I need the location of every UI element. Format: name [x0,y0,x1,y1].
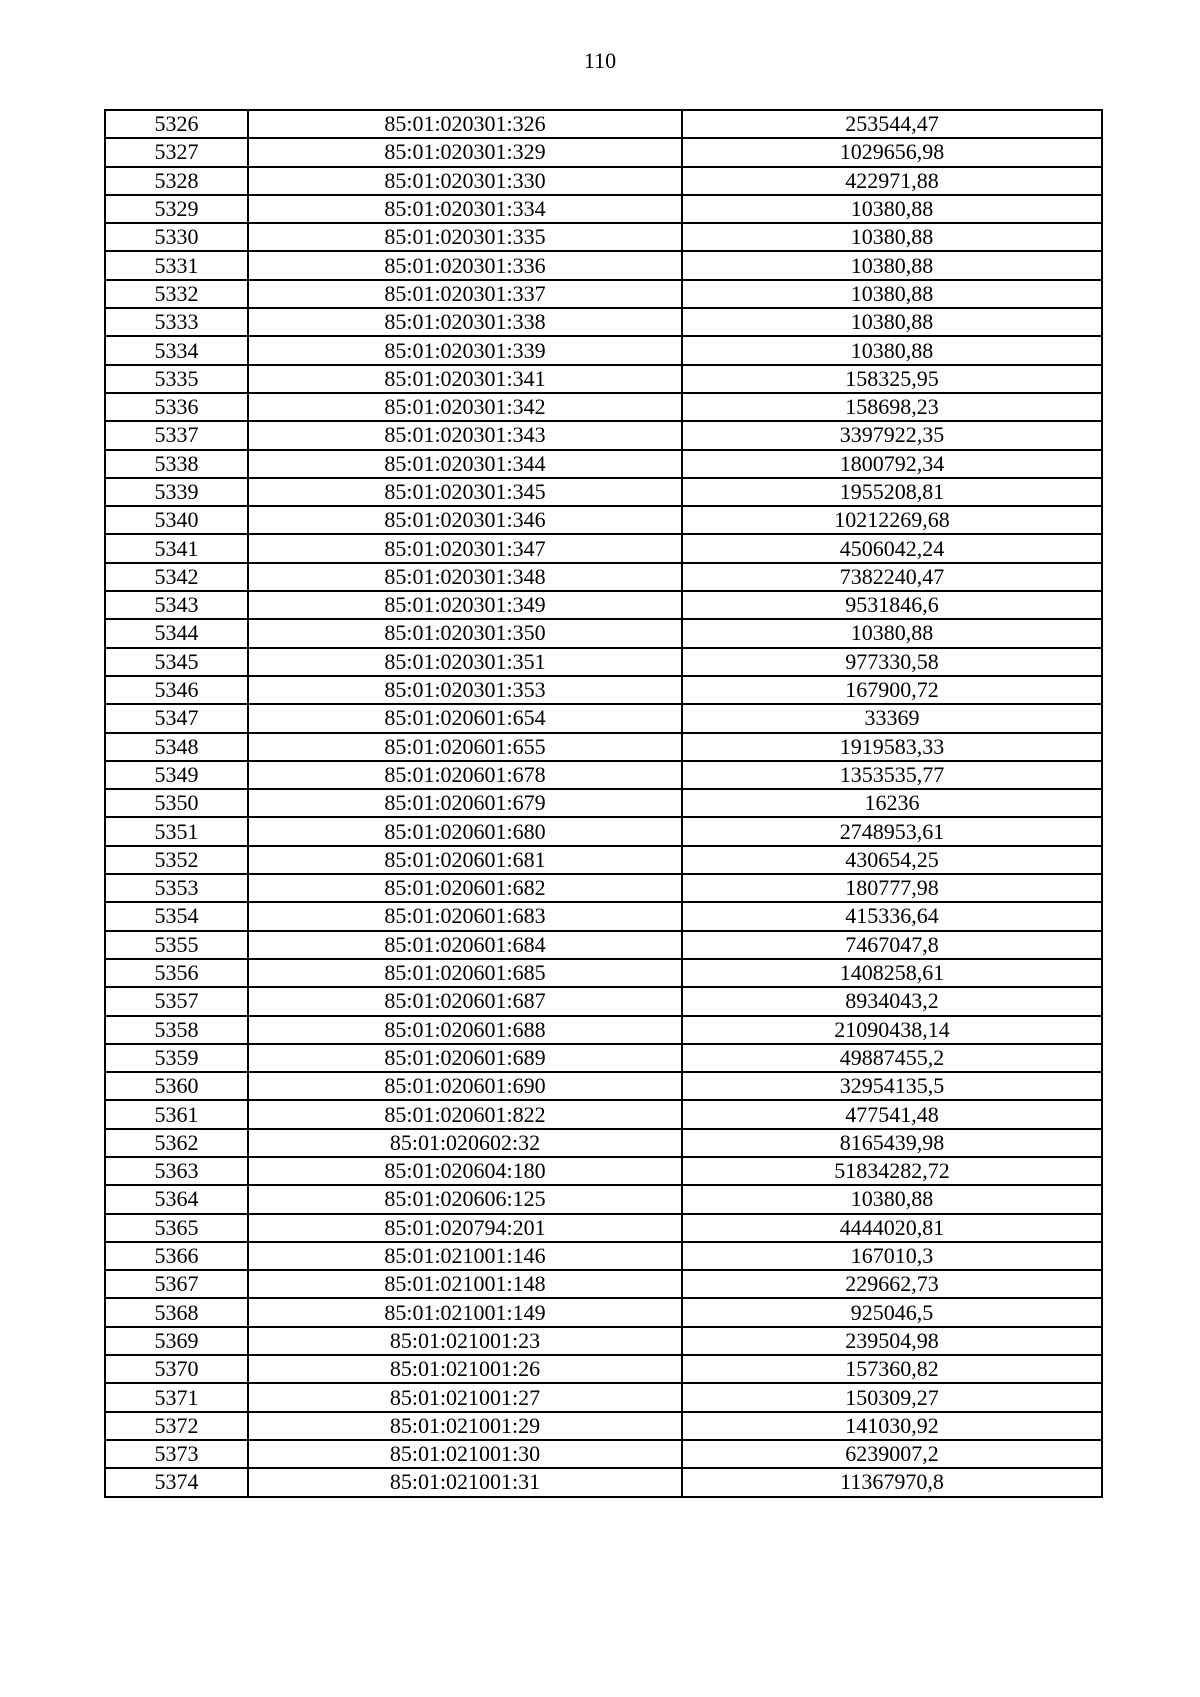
table-row [105,1100,1102,1128]
value-cell: 1955208,81 [682,478,1102,506]
value-cell: 51834282,72 [682,1157,1102,1185]
table-row [105,591,1102,619]
table-row [105,195,1102,223]
row-number-cell: 5351 [105,817,248,845]
value-cell: 32954135,5 [682,1072,1102,1100]
table-row [105,1383,1102,1411]
value-cell: 253544,47 [682,110,1102,138]
row-number-cell: 5350 [105,789,248,817]
table-row [105,874,1102,902]
row-number-cell: 5374 [105,1468,248,1496]
row-number-cell: 5353 [105,874,248,902]
table-body [105,110,1102,1497]
value-cell: 49887455,2 [682,1044,1102,1072]
value-cell: 1408258,61 [682,959,1102,987]
value-cell: 8934043,2 [682,987,1102,1015]
row-number-cell: 5328 [105,167,248,195]
cadastral-number-cell: 85:01:021001:148 [248,1270,682,1298]
table-row [105,1185,1102,1213]
row-number-cell: 5356 [105,959,248,987]
value-cell: 422971,88 [682,167,1102,195]
row-number-cell: 5373 [105,1440,248,1468]
cadastral-number-cell: 85:01:020601:681 [248,846,682,874]
cadastral-number-cell: 85:01:021001:29 [248,1412,682,1440]
row-number-cell: 5330 [105,223,248,251]
cadastral-value-table [104,109,1103,1498]
row-number-cell: 5357 [105,987,248,1015]
value-cell: 4444020,81 [682,1214,1102,1242]
page-number: 110 [583,48,617,73]
cadastral-number-cell: 85:01:021001:26 [248,1355,682,1383]
row-number-cell: 5369 [105,1327,248,1355]
cadastral-number-cell: 85:01:020301:338 [248,308,682,336]
table-row [105,110,1102,138]
cadastral-number-cell: 85:01:020601:684 [248,931,682,959]
row-number-cell: 5360 [105,1072,248,1100]
value-cell: 10380,88 [682,1185,1102,1213]
cadastral-number-cell: 85:01:020301:330 [248,167,682,195]
cadastral-number-cell: 85:01:020601:680 [248,817,682,845]
row-number-cell: 5331 [105,251,248,279]
table-row [105,1214,1102,1242]
row-number-cell: 5365 [105,1214,248,1242]
cadastral-number-cell: 85:01:020601:654 [248,704,682,732]
row-number-cell: 5359 [105,1044,248,1072]
cadastral-number-cell: 85:01:021001:146 [248,1242,682,1270]
table-row [105,959,1102,987]
row-number-cell: 5340 [105,506,248,534]
cadastral-number-cell: 85:01:020601:690 [248,1072,682,1100]
table-row [105,251,1102,279]
table-row [105,902,1102,930]
row-number-cell: 5354 [105,902,248,930]
cadastral-number-cell: 85:01:020301:351 [248,648,682,676]
cadastral-number-cell: 85:01:020601:689 [248,1044,682,1072]
row-number-cell: 5372 [105,1412,248,1440]
table-row [105,563,1102,591]
table-row [105,1129,1102,1157]
table-row [105,1270,1102,1298]
row-number-cell: 5361 [105,1100,248,1128]
row-number-cell: 5345 [105,648,248,676]
value-cell: 1919583,33 [682,733,1102,761]
cadastral-number-cell: 85:01:020601:822 [248,1100,682,1128]
cadastral-number-cell: 85:01:020301:337 [248,280,682,308]
value-cell: 977330,58 [682,648,1102,676]
value-cell: 8165439,98 [682,1129,1102,1157]
row-number-cell: 5370 [105,1355,248,1383]
row-number-cell: 5358 [105,1016,248,1044]
value-cell: 9531846,6 [682,591,1102,619]
cadastral-number-cell: 85:01:021001:149 [248,1298,682,1326]
cadastral-number-cell: 85:01:020301:342 [248,393,682,421]
table-row [105,1242,1102,1270]
value-cell: 2748953,61 [682,817,1102,845]
value-cell: 1800792,34 [682,450,1102,478]
cadastral-number-cell: 85:01:021001:27 [248,1383,682,1411]
table-row [105,365,1102,393]
table-row [105,1355,1102,1383]
row-number-cell: 5337 [105,421,248,449]
cadastral-number-cell: 85:01:020604:180 [248,1157,682,1185]
table-row [105,1298,1102,1326]
cadastral-number-cell: 85:01:020301:343 [248,421,682,449]
cadastral-number-cell: 85:01:021001:23 [248,1327,682,1355]
cadastral-number-cell: 85:01:020301:344 [248,450,682,478]
value-cell: 167900,72 [682,676,1102,704]
value-cell: 7467047,8 [682,931,1102,959]
table-row [105,1016,1102,1044]
row-number-cell: 5326 [105,110,248,138]
cadastral-number-cell: 85:01:020301:329 [248,138,682,166]
row-number-cell: 5332 [105,280,248,308]
cadastral-number-cell: 85:01:020602:32 [248,1129,682,1157]
table-row [105,138,1102,166]
table-row [105,1157,1102,1185]
cadastral-number-cell: 85:01:020301:346 [248,506,682,534]
cadastral-number-cell: 85:01:020601:683 [248,902,682,930]
cadastral-number-cell: 85:01:020301:347 [248,534,682,562]
row-number-cell: 5344 [105,619,248,647]
table-row [105,167,1102,195]
row-number-cell: 5336 [105,393,248,421]
cadastral-number-cell: 85:01:020301:339 [248,336,682,364]
value-cell: 10380,88 [682,619,1102,647]
value-cell: 141030,92 [682,1412,1102,1440]
row-number-cell: 5346 [105,676,248,704]
value-cell: 6239007,2 [682,1440,1102,1468]
value-cell: 10380,88 [682,280,1102,308]
row-number-cell: 5342 [105,563,248,591]
cadastral-number-cell: 85:01:020606:125 [248,1185,682,1213]
table-row [105,308,1102,336]
row-number-cell: 5335 [105,365,248,393]
value-cell: 415336,64 [682,902,1102,930]
cadastral-number-cell: 85:01:020301:341 [248,365,682,393]
table-row [105,534,1102,562]
row-number-cell: 5329 [105,195,248,223]
row-number-cell: 5343 [105,591,248,619]
value-cell: 10380,88 [682,223,1102,251]
value-cell: 3397922,35 [682,421,1102,449]
value-cell: 1029656,98 [682,138,1102,166]
cadastral-number-cell: 85:01:020794:201 [248,1214,682,1242]
row-number-cell: 5327 [105,138,248,166]
row-number-cell: 5355 [105,931,248,959]
table-row [105,1440,1102,1468]
cadastral-number-cell: 85:01:020601:678 [248,761,682,789]
row-number-cell: 5371 [105,1383,248,1411]
row-number-cell: 5362 [105,1129,248,1157]
table-row [105,393,1102,421]
cadastral-number-cell: 85:01:021001:31 [248,1468,682,1496]
row-number-cell: 5368 [105,1298,248,1326]
value-cell: 1353535,77 [682,761,1102,789]
row-number-cell: 5352 [105,846,248,874]
cadastral-number-cell: 85:01:020601:688 [248,1016,682,1044]
cadastral-number-cell: 85:01:020601:685 [248,959,682,987]
value-cell: 10380,88 [682,308,1102,336]
table-row [105,817,1102,845]
table-row [105,619,1102,647]
cadastral-number-cell: 85:01:020301:335 [248,223,682,251]
cadastral-number-cell: 85:01:020301:345 [248,478,682,506]
table-row [105,704,1102,732]
value-cell: 150309,27 [682,1383,1102,1411]
table-row [105,733,1102,761]
cadastral-number-cell: 85:01:020301:334 [248,195,682,223]
cadastral-number-cell: 85:01:020601:687 [248,987,682,1015]
row-number-cell: 5334 [105,336,248,364]
cadastral-number-cell: 85:01:020301:353 [248,676,682,704]
value-cell: 477541,48 [682,1100,1102,1128]
value-cell: 239504,98 [682,1327,1102,1355]
value-cell: 10380,88 [682,251,1102,279]
value-cell: 167010,3 [682,1242,1102,1270]
row-number-cell: 5341 [105,534,248,562]
value-cell: 7382240,47 [682,563,1102,591]
table-row [105,506,1102,534]
cadastral-number-cell: 85:01:020301:350 [248,619,682,647]
table-row [105,676,1102,704]
cadastral-number-cell: 85:01:020301:348 [248,563,682,591]
row-number-cell: 5363 [105,1157,248,1185]
cadastral-number-cell: 85:01:020601:655 [248,733,682,761]
table-row [105,648,1102,676]
value-cell: 16236 [682,789,1102,817]
table-row [105,987,1102,1015]
table-row [105,223,1102,251]
value-cell: 430654,25 [682,846,1102,874]
table-row [105,1327,1102,1355]
table-row [105,846,1102,874]
value-cell: 229662,73 [682,1270,1102,1298]
row-number-cell: 5338 [105,450,248,478]
value-cell: 10380,88 [682,195,1102,223]
value-cell: 158698,23 [682,393,1102,421]
row-number-cell: 5348 [105,733,248,761]
row-number-cell: 5366 [105,1242,248,1270]
value-cell: 21090438,14 [682,1016,1102,1044]
value-cell: 10212269,68 [682,506,1102,534]
row-number-cell: 5367 [105,1270,248,1298]
table-row [105,280,1102,308]
value-cell: 10380,88 [682,336,1102,364]
cadastral-number-cell: 85:01:020601:679 [248,789,682,817]
value-cell: 180777,98 [682,874,1102,902]
table-row [105,1044,1102,1072]
row-number-cell: 5349 [105,761,248,789]
row-number-cell: 5339 [105,478,248,506]
row-number-cell: 5364 [105,1185,248,1213]
table-row [105,1412,1102,1440]
table-row [105,450,1102,478]
table-row [105,789,1102,817]
row-number-cell: 5333 [105,308,248,336]
table-row [105,421,1102,449]
value-cell: 157360,82 [682,1355,1102,1383]
table-row [105,931,1102,959]
cadastral-number-cell: 85:01:021001:30 [248,1440,682,1468]
cadastral-number-cell: 85:01:020301:326 [248,110,682,138]
table-row [105,478,1102,506]
table-row [105,761,1102,789]
cadastral-number-cell: 85:01:020301:336 [248,251,682,279]
row-number-cell: 5347 [105,704,248,732]
value-cell: 11367970,8 [682,1468,1102,1496]
value-cell: 158325,95 [682,365,1102,393]
table-row [105,336,1102,364]
table-row [105,1468,1102,1496]
table-row [105,1072,1102,1100]
value-cell: 4506042,24 [682,534,1102,562]
value-cell: 33369 [682,704,1102,732]
cadastral-number-cell: 85:01:020301:349 [248,591,682,619]
cadastral-number-cell: 85:01:020601:682 [248,874,682,902]
value-cell: 925046,5 [682,1298,1102,1326]
